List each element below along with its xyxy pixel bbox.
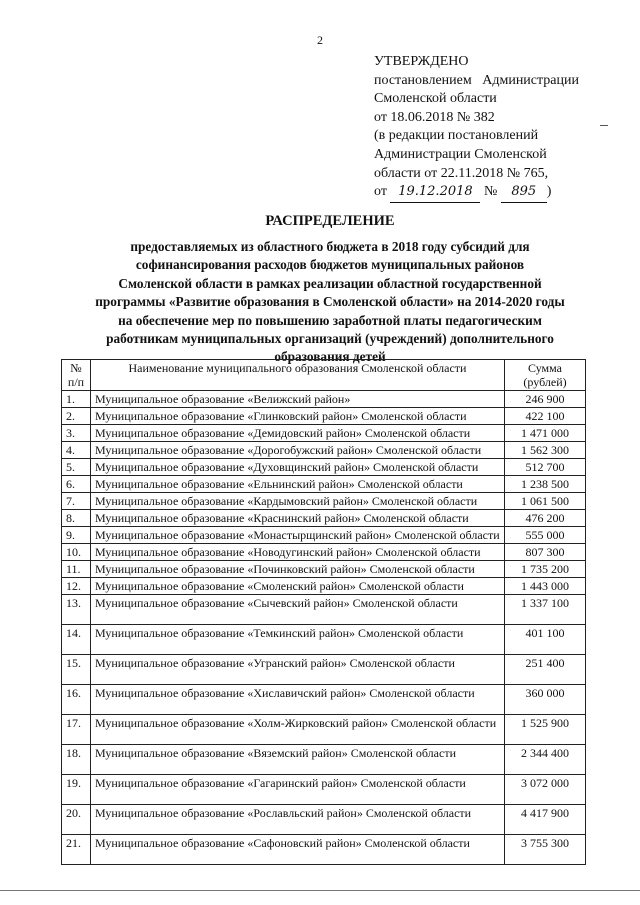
approval-title: УТВЕРЖДЕНО bbox=[374, 54, 469, 69]
table-row bbox=[62, 835, 586, 865]
row-number: 8. bbox=[62, 510, 91, 527]
municipality-name: Муниципальное образование «Дорогобужский район» Смоленской области bbox=[91, 442, 505, 459]
municipality-name: Муниципальное образование «Угранский район» Смоленской области bbox=[91, 655, 505, 685]
table-row bbox=[62, 408, 586, 425]
row-sum: 3 072 000 bbox=[505, 775, 586, 805]
municipality-name: Муниципальное образование «Монастырщинский район» Смоленской области bbox=[91, 527, 505, 544]
row-number: 7. bbox=[62, 493, 91, 510]
table-row bbox=[62, 527, 586, 544]
subheading-line: предоставляемых из областного бюджета в 2018 году субсидий для bbox=[130, 239, 530, 254]
header-name: Наименование муниципального образования Смоленской области bbox=[91, 360, 505, 391]
document-heading: РАСПРЕДЕЛЕНИЕ bbox=[265, 213, 395, 229]
row-sum: 246 900 bbox=[505, 391, 586, 408]
row-sum: 4 417 900 bbox=[505, 805, 586, 835]
stray-mark bbox=[600, 125, 608, 126]
row-number: 3. bbox=[62, 425, 91, 442]
row-sum: 1 562 300 bbox=[505, 442, 586, 459]
row-number: 6. bbox=[62, 476, 91, 493]
header-number-line: п/п bbox=[67, 375, 85, 389]
row-sum: 1 238 500 bbox=[505, 476, 586, 493]
row-sum: 476 200 bbox=[505, 510, 586, 527]
approval-number-sign: № bbox=[483, 184, 498, 200]
municipality-name: Муниципальное образование «Холм-Жирковский район» Смоленской области bbox=[91, 715, 505, 745]
row-sum: 2 344 400 bbox=[505, 745, 586, 775]
table-row bbox=[62, 510, 586, 527]
row-number: 20. bbox=[62, 805, 91, 835]
row-sum: 1 061 500 bbox=[505, 493, 586, 510]
municipality-name: Муниципальное образование «Кардымовский район» Смоленской области bbox=[91, 493, 505, 510]
table-row bbox=[62, 775, 586, 805]
row-number: 13. bbox=[62, 595, 91, 625]
row-sum: 1 525 900 bbox=[505, 715, 586, 745]
approval-line: области от 22.11.2018 № 765, bbox=[374, 165, 549, 181]
table-row bbox=[62, 561, 586, 578]
handwritten-date: 19.12.2018 bbox=[390, 183, 480, 203]
row-sum: 1 337 100 bbox=[505, 595, 586, 625]
row-number: 19. bbox=[62, 775, 91, 805]
row-sum: 807 300 bbox=[505, 544, 586, 561]
subheading-line: софинансирования расходов бюджетов муниципальных районов bbox=[135, 257, 525, 273]
municipality-name: Муниципальное образование «Сафоновский район» Смоленской области bbox=[91, 835, 505, 865]
page-number: 2 bbox=[317, 33, 323, 47]
table-row bbox=[62, 459, 586, 476]
subheading-line: Смоленской области в рамках реализации областной государственной bbox=[118, 275, 542, 291]
table-row bbox=[62, 685, 586, 715]
municipality-name: Муниципальное образование «Хиславичский район» Смоленской области bbox=[91, 685, 505, 715]
subheading-line: программы «Развитие образования в Смоленской области» на 2014-2020 годы bbox=[95, 294, 565, 310]
row-sum: 401 100 bbox=[505, 625, 586, 655]
header-sum-line: Сумма bbox=[528, 361, 562, 375]
approval-line: Администрации Смоленской bbox=[374, 146, 547, 162]
row-number: 21. bbox=[62, 835, 91, 865]
row-sum: 512 700 bbox=[505, 459, 586, 476]
approval-handwritten-line bbox=[374, 183, 614, 203]
municipality-name: Муниципальное образование «Вяземский район» Смоленской области bbox=[91, 745, 505, 775]
municipality-name: Муниципальное образование «Демидовский район» Смоленской области bbox=[91, 425, 505, 442]
allocation-table bbox=[61, 359, 586, 865]
row-number: 14. bbox=[62, 625, 91, 655]
table-row bbox=[62, 625, 586, 655]
approval-line: Смоленской области bbox=[374, 91, 497, 107]
municipality-name: Муниципальное образование «Новодугинский район» Смоленской области bbox=[91, 544, 505, 561]
row-sum: 1 735 200 bbox=[505, 561, 586, 578]
row-number: 9. bbox=[62, 527, 91, 544]
row-sum: 1 443 000 bbox=[505, 578, 586, 595]
row-sum: 251 400 bbox=[505, 655, 586, 685]
table-row bbox=[62, 425, 586, 442]
subheading-line: работникам муниципальных организаций (учреждений) дополнительного bbox=[106, 331, 554, 347]
table-row bbox=[62, 476, 586, 493]
municipality-name: Муниципальное образование «Глинковский район» Смоленской области bbox=[91, 408, 505, 425]
municipality-name: Муниципальное образование «Краснинский район» Смоленской области bbox=[91, 510, 505, 527]
handwritten-number: 895 bbox=[501, 183, 547, 203]
table-row bbox=[62, 493, 586, 510]
approval-line: от 18.06.2018 № 382 bbox=[374, 109, 495, 125]
subheading-line: на обеспечение мер по повышению заработной платы педагогическим bbox=[118, 312, 542, 328]
row-number: 12. bbox=[62, 578, 91, 595]
table-row bbox=[62, 805, 586, 835]
row-sum: 555 000 bbox=[505, 527, 586, 544]
header-number-line: № bbox=[70, 361, 82, 375]
row-number: 11. bbox=[62, 561, 91, 578]
municipality-name: Муниципальное образование «Сычевский район» Смоленской области bbox=[91, 595, 505, 625]
municipality-name: Муниципальное образование «Ельнинский район» Смоленской области bbox=[91, 476, 505, 493]
row-number: 2. bbox=[62, 408, 91, 425]
document-subheading bbox=[60, 238, 600, 367]
table-row bbox=[62, 391, 586, 408]
row-number: 5. bbox=[62, 459, 91, 476]
table-row bbox=[62, 715, 586, 745]
row-number: 1. bbox=[62, 391, 91, 408]
row-number: 18. bbox=[62, 745, 91, 775]
table-header-row bbox=[62, 360, 586, 391]
approval-prefix: от bbox=[374, 184, 387, 200]
approval-line: (в редакции постановлений bbox=[374, 128, 539, 144]
page-bottom-edge bbox=[0, 890, 640, 891]
row-number: 17. bbox=[62, 715, 91, 745]
table-row bbox=[62, 442, 586, 459]
row-number: 16. bbox=[62, 685, 91, 715]
table-row bbox=[62, 655, 586, 685]
row-number: 4. bbox=[62, 442, 91, 459]
municipality-name: Муниципальное образование «Рославльский район» Смоленской области bbox=[91, 805, 505, 835]
row-number: 10. bbox=[62, 544, 91, 561]
approval-stamp bbox=[374, 53, 614, 203]
row-sum: 3 755 300 bbox=[505, 835, 586, 865]
municipality-name: Муниципальное образование «Починковский район» Смоленской области bbox=[91, 561, 505, 578]
header-sum-line: (рублей) bbox=[523, 375, 567, 389]
municipality-name: Муниципальное образование «Темкинский район» Смоленской области bbox=[91, 625, 505, 655]
municipality-name: Муниципальное образование «Гагаринский район» Смоленской области bbox=[91, 775, 505, 805]
row-sum: 1 471 000 bbox=[505, 425, 586, 442]
table-row bbox=[62, 578, 586, 595]
row-number: 15. bbox=[62, 655, 91, 685]
approval-close-paren: ) bbox=[546, 184, 552, 200]
table-row bbox=[62, 544, 586, 561]
municipality-name: Муниципальное образование «Духовщинский район» Смоленской области bbox=[91, 459, 505, 476]
row-sum: 360 000 bbox=[505, 685, 586, 715]
subheading-line: образования детей bbox=[274, 349, 386, 365]
row-sum: 422 100 bbox=[505, 408, 586, 425]
municipality-name: Муниципальное образование «Велижский район» bbox=[91, 391, 505, 408]
table-row bbox=[62, 745, 586, 775]
header-number bbox=[62, 360, 91, 391]
table-row bbox=[62, 595, 586, 625]
municipality-name: Муниципальное образование «Смоленский район» Смоленской области bbox=[91, 578, 505, 595]
header-sum bbox=[505, 360, 586, 391]
approval-line: постановлением Администрации bbox=[374, 72, 579, 88]
